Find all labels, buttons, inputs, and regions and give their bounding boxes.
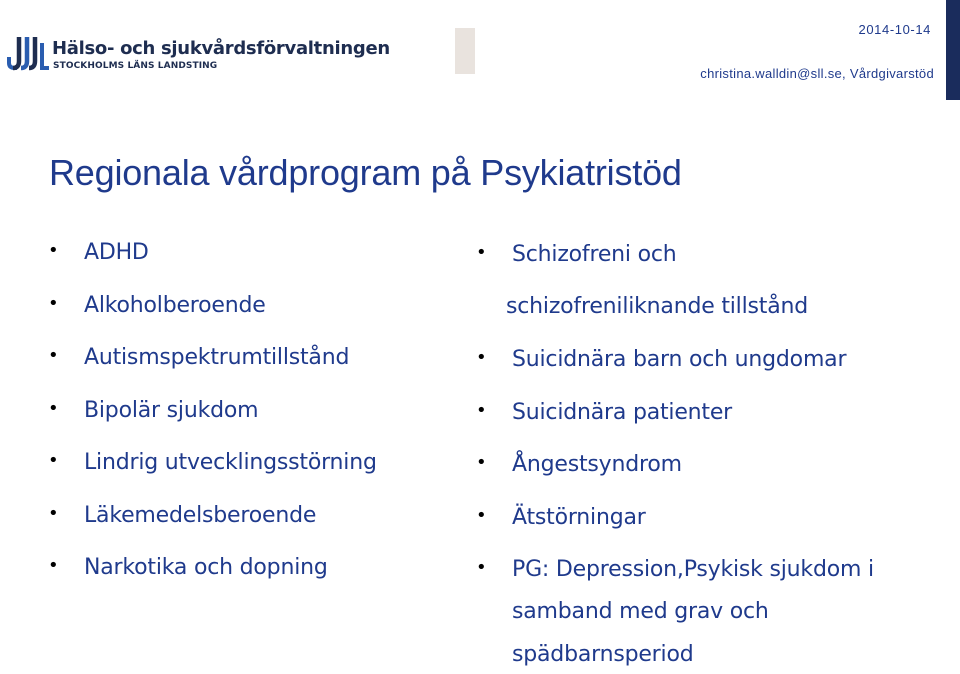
bullet-icon: • bbox=[476, 557, 487, 578]
slide-date: 2014-10-14 bbox=[858, 22, 931, 37]
decorative-grey-block bbox=[455, 28, 475, 74]
bullet-icon: • bbox=[476, 347, 487, 368]
bullet-icon: • bbox=[48, 555, 59, 576]
bullet-icon: • bbox=[476, 399, 487, 421]
organization-subtitle: STOCKHOLMS LÄNS LANDSTING bbox=[53, 61, 218, 71]
organization-name: Hälso- och sjukvårdsförvaltningen bbox=[52, 38, 390, 59]
bullet-icon: • bbox=[48, 292, 59, 314]
author-contact: christina.walldin@sll.se, Vårdgivarstöd bbox=[700, 66, 934, 81]
bullet-icon: • bbox=[48, 240, 59, 261]
bullet-icon: • bbox=[48, 345, 59, 366]
bullet-icon: • bbox=[48, 450, 59, 471]
sll-logo-icon bbox=[6, 35, 50, 71]
bullet-icon: • bbox=[48, 397, 59, 419]
bullet-icon: • bbox=[48, 502, 59, 524]
bullet-icon: • bbox=[476, 242, 487, 263]
bullet-icon: • bbox=[476, 452, 487, 473]
slide-title: Regionala vårdprogram på Psykiatristöd bbox=[49, 152, 682, 193]
accent-bar bbox=[946, 0, 960, 100]
bullet-icon: • bbox=[476, 504, 487, 526]
